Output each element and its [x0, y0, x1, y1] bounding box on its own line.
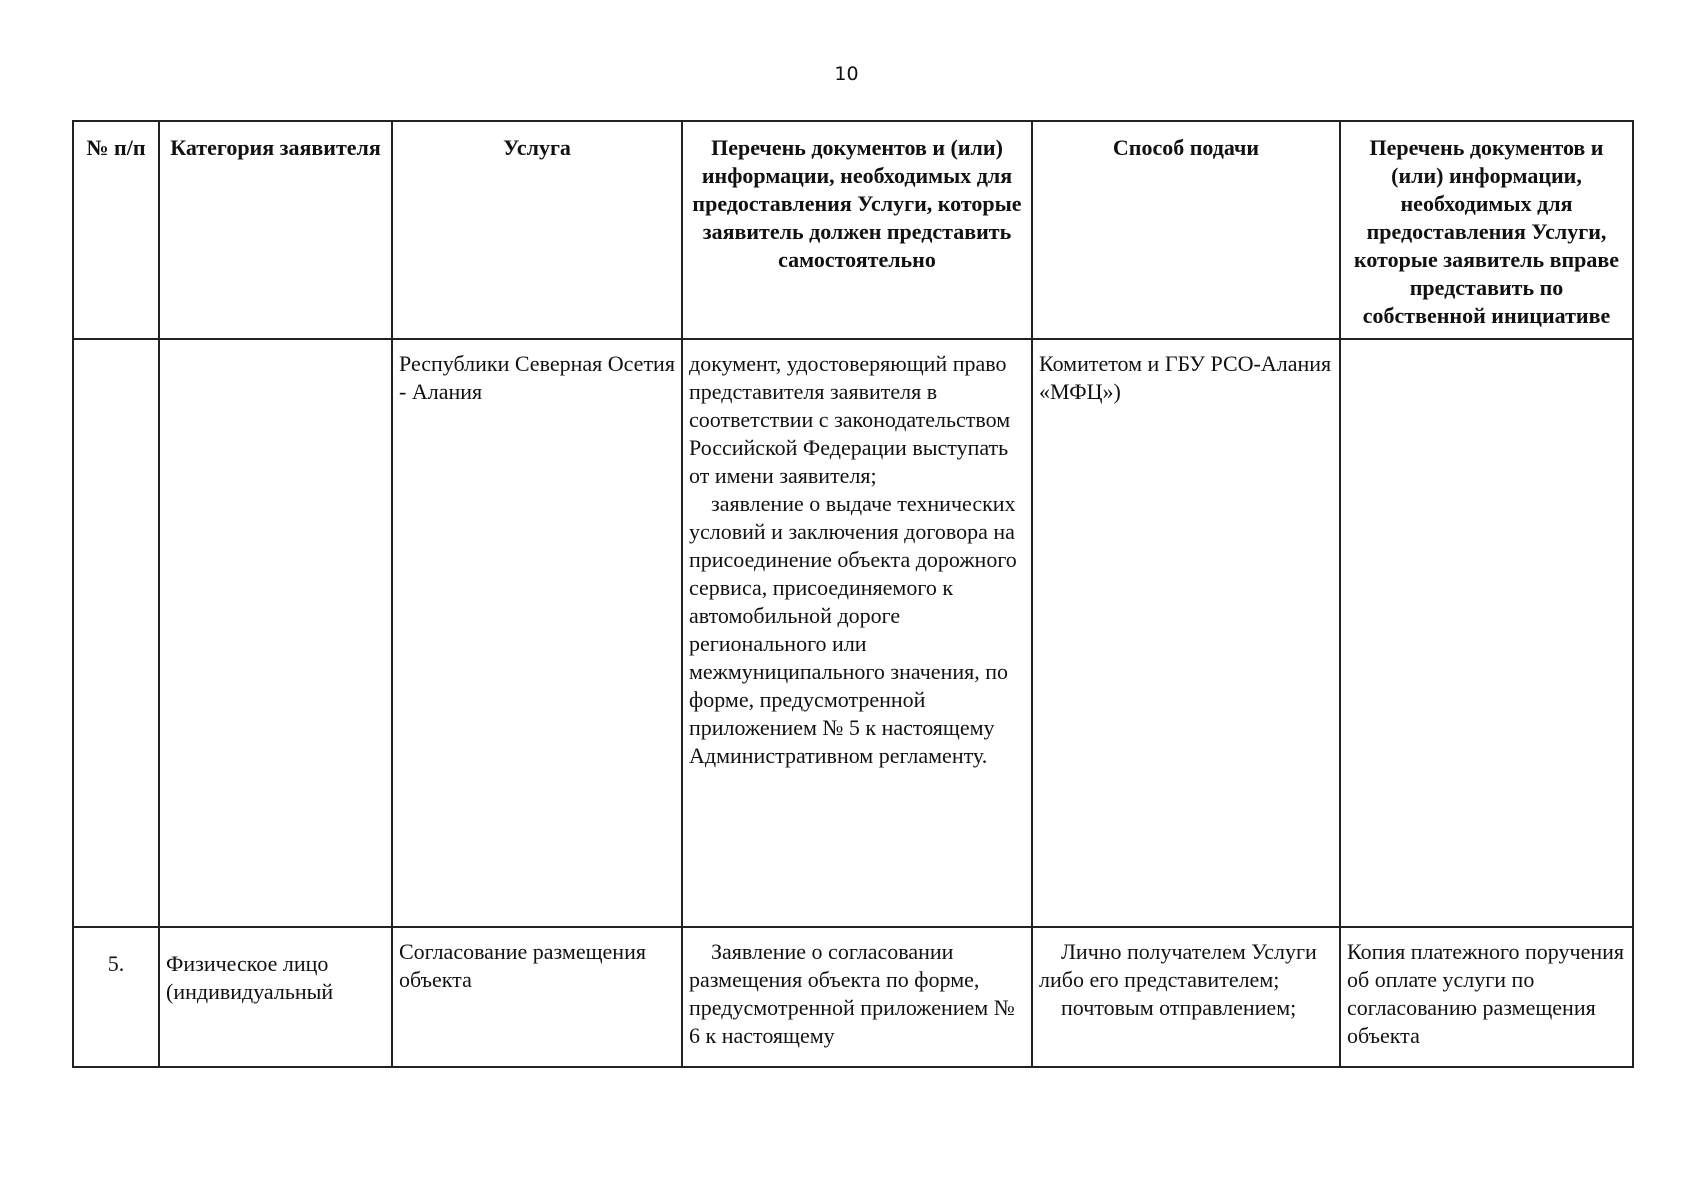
required-doc-paragraph: заявление о выдаче технических условий и заключения договора на присоединение объекта дорожного сервиса, присоединяемого к автомобильной дороге регионального или межмуниципального значения, по форме, предусмотренной приложением № 5 к настоящему Административном регламенту. [689, 491, 1017, 768]
header-required-documents: Перечень документов и (или) информации, необходимых для предоставления Услуги, которые заявитель должен представить самостоятельно [682, 121, 1032, 339]
submission-paragraph: почтовым отправлением; [1061, 995, 1297, 1020]
cell-category [159, 339, 392, 927]
cell-number [73, 339, 159, 927]
header-number: № п/п [73, 121, 159, 339]
cell-submission-method [1032, 927, 1340, 1067]
cell-submission-method: Комитетом и ГБУ РСО-Алания «МФЦ») [1032, 339, 1340, 927]
cell-required-documents [682, 927, 1032, 1067]
required-doc-paragraph: Заявление о согласовании размещения объекта по форме, предусмотренной приложением № 6 к настоящему [689, 939, 1015, 1048]
table-row [73, 339, 1633, 927]
cell-number: 5. [73, 927, 159, 1067]
cell-required-documents [682, 339, 1032, 927]
header-service: Услуга [392, 121, 682, 339]
cell-category: Физическое лицо (индивидуальный [159, 927, 392, 1067]
cell-service: Согласование размещения объекта [392, 927, 682, 1067]
header-submission-method: Способ подачи [1032, 121, 1340, 339]
submission-paragraph: Лично получателем Услуги либо его представителем; [1039, 939, 1317, 992]
cell-optional-documents: Копия платежного поручения об оплате услуги по согласованию размещения объекта [1340, 927, 1633, 1067]
documents-table [72, 120, 1634, 1068]
cell-service: Республики Северная Осетия - Алания [392, 339, 682, 927]
cell-optional-documents [1340, 339, 1633, 927]
table-row [73, 927, 1633, 1067]
header-applicant-category: Категория заявителя [159, 121, 392, 339]
header-optional-documents: Перечень документов и (или) информации, необходимых для предоставления Услуги, которые заявитель вправе представить по собственной инициативе [1340, 121, 1633, 339]
page-number: 10 [834, 63, 859, 85]
required-doc-paragraph: документ, удостоверяющий право представителя заявителя в соответствии с законодательством Российской Федерации выступать от имени заявителя; [689, 351, 1011, 488]
table-header-row [73, 121, 1633, 339]
